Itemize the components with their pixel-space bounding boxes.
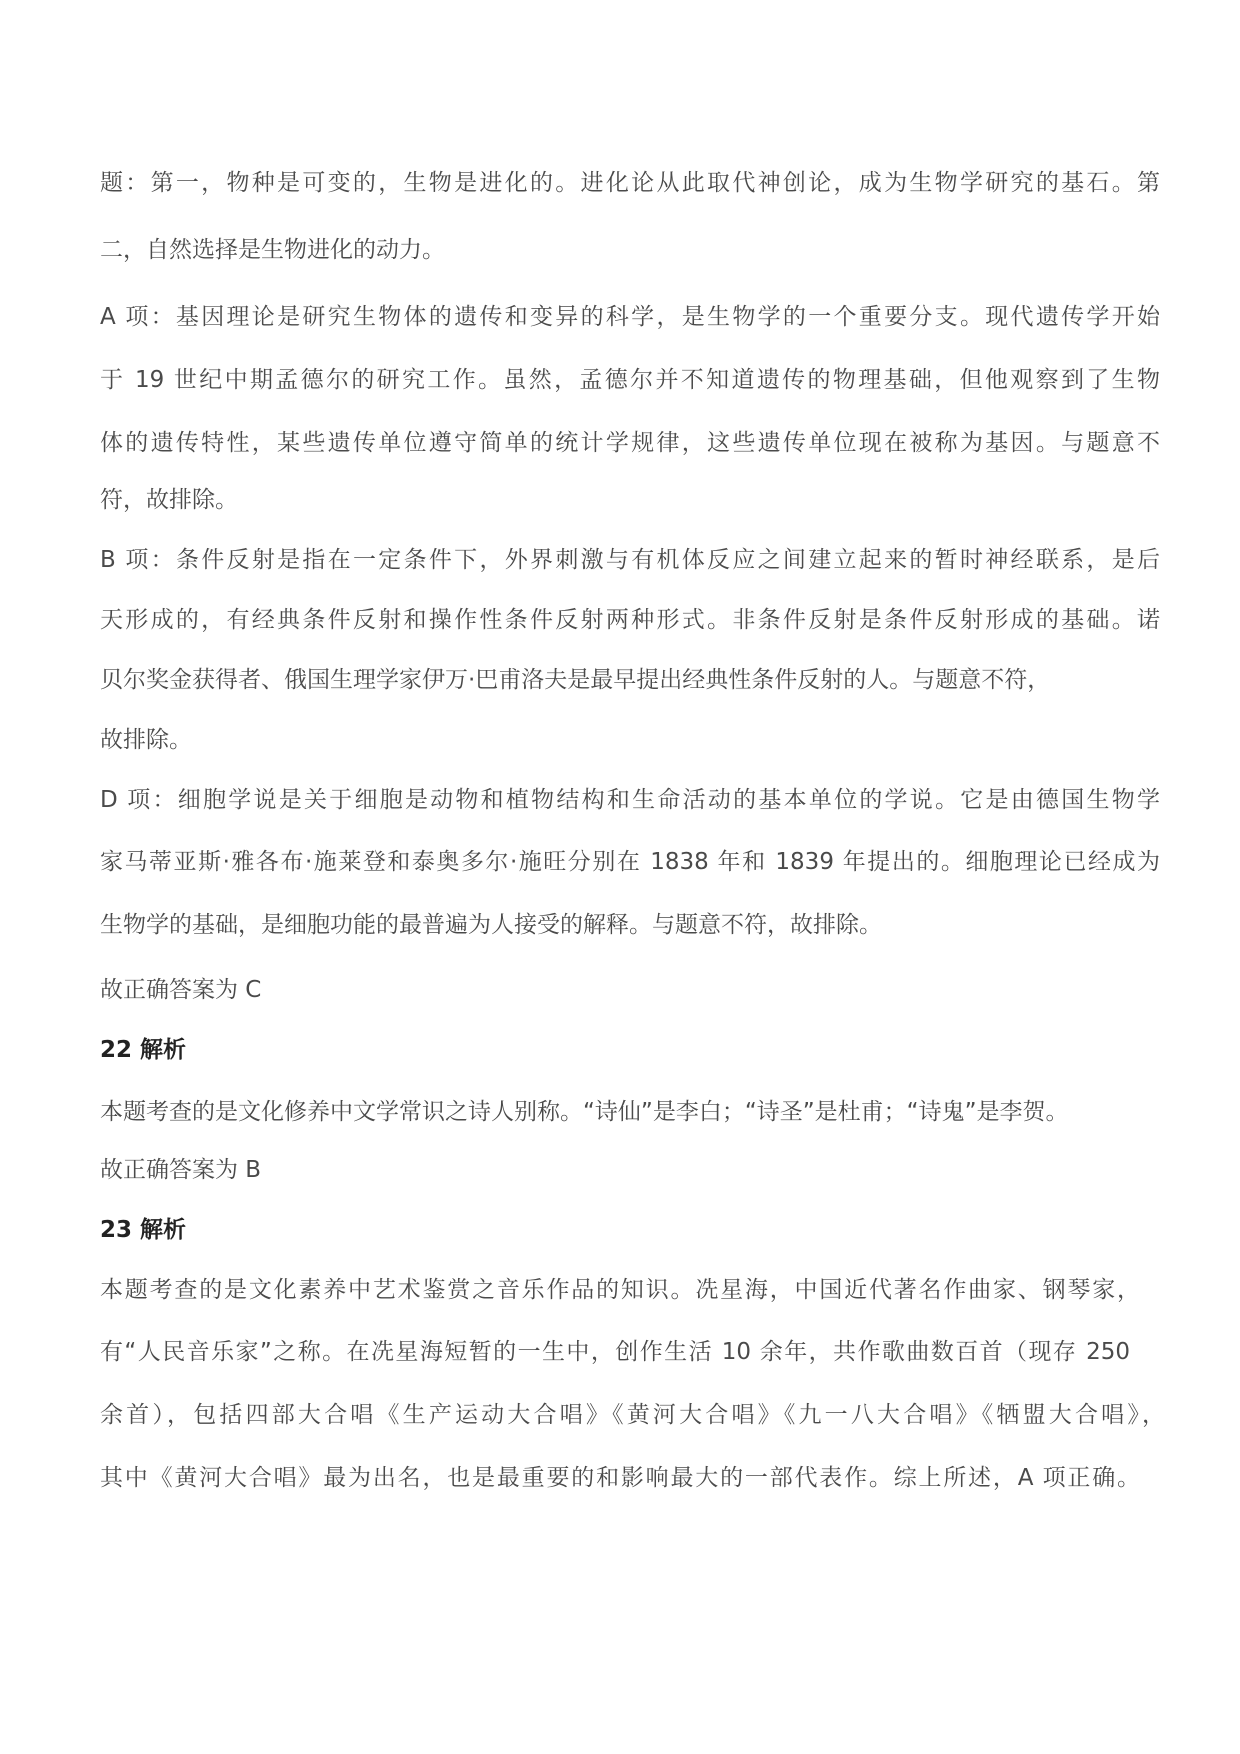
body-23-line: 有“人民音乐家”之称。在冼星海短暂的一生中，创作生活 10 余年，共作歌曲数百首（现存 250 <box>100 1339 1130 1365</box>
option-d-line: 家马蒂亚斯·雅各布·施莱登和泰奥多尔·施旺分别在 1838 年和 1839 年提出的。细胞理论已经成为 <box>100 849 1160 875</box>
option-d-line: D 项：细胞学说是关于细胞是动物和植物结构和生命活动的基本单位的学说。它是由德国生物学 <box>100 787 1160 813</box>
answer-22: 故正确答案为 B <box>100 1157 262 1183</box>
option-a-line: 体的遗传特性，某些遗传单位遵守简单的统计学规律，这些遗传单位现在被称为基因。与题意不 <box>100 430 1160 456</box>
option-a-line: A 项：基因理论是研究生物体的遗传和变异的科学，是生物学的一个重要分支。现代遗传学开始 <box>100 304 1160 330</box>
heading-23: 23 解析 <box>100 1217 187 1243</box>
option-b-line: 贝尔奖金获得者、俄国生理学家伊万·巴甫洛夫是最早提出经典性条件反射的人。与题意不符， <box>100 667 1051 693</box>
intro-line: 二，自然选择是生物进化的动力。 <box>100 237 445 263</box>
option-d-line: 生物学的基础，是细胞功能的最普遍为人接受的解释。与题意不符，故排除。 <box>100 912 882 938</box>
option-b-line: 故排除。 <box>100 727 192 753</box>
body-23-line: 余首），包括四部大合唱《生产运动大合唱》《黄河大合唱》《九一八大合唱》《牺盟大合唱》， <box>100 1402 1165 1428</box>
option-b-line: 天形成的，有经典条件反射和操作性条件反射两种形式。非条件反射是条件反射形成的基础。诺 <box>100 607 1160 633</box>
option-b-line: B 项：条件反射是指在一定条件下，外界刺激与有机体反应之间建立起来的暂时神经联系，是后 <box>100 547 1160 573</box>
body-23-line: 其中《黄河大合唱》最为出名，也是最重要的和影响最大的一部代表作。综上所述，A 项正确。 <box>100 1465 1140 1491</box>
intro-line: 题：第一，物种是可变的，生物是进化的。进化论从此取代神创论，成为生物学研究的基石。第 <box>100 170 1160 196</box>
option-a-line: 符，故排除。 <box>100 487 238 513</box>
body-23-line: 本题考查的是文化素养中艺术鉴赏之音乐作品的知识。冼星海，中国近代著名作曲家、钢琴家， <box>100 1277 1140 1303</box>
heading-22: 22 解析 <box>100 1037 187 1063</box>
answer-21: 故正确答案为 C <box>100 977 262 1003</box>
option-a-line: 于 19 世纪中期孟德尔的研究工作。虽然，孟德尔并不知道遗传的物理基础，但他观察到了生物 <box>100 367 1160 393</box>
body-22: 本题考查的是文化修养中文学常识之诗人别称。“诗仙”是李白；“诗圣”是杜甫；“诗鬼”是李贺。 <box>100 1099 1069 1125</box>
